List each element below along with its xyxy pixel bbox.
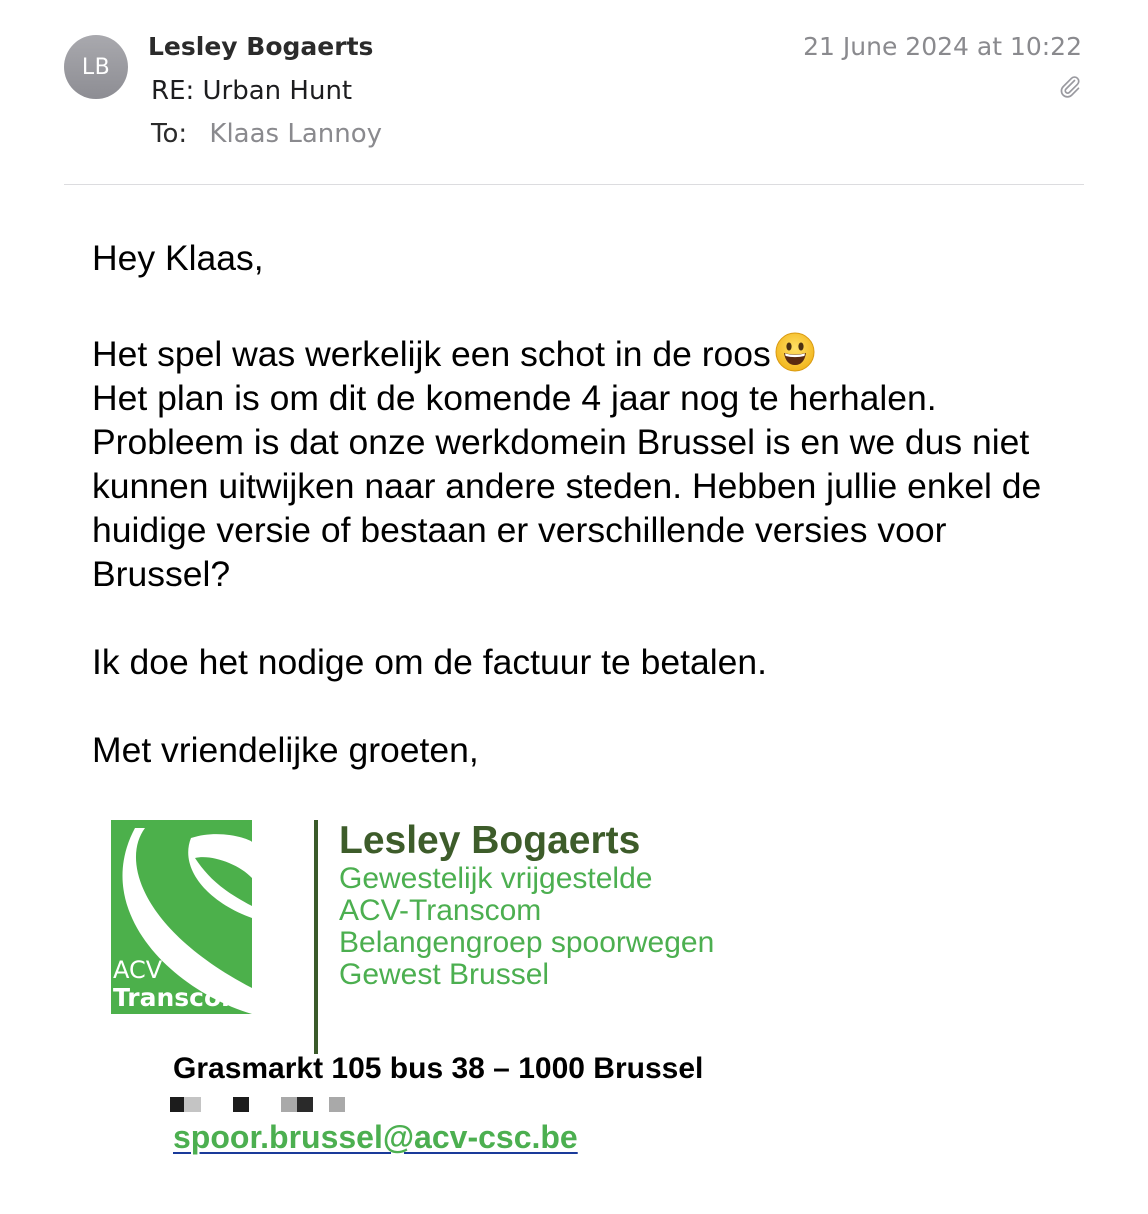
paragraph-invoice: Ik doe het nodige om de factuur te betalen. [92,642,767,682]
greeting: Hey Klaas, [92,238,264,278]
recipient-name[interactable]: Klaas Lannoy [209,119,383,149]
smiling-face-icon [775,332,815,372]
recipient-row [151,119,382,149]
email-subject: RE: Urban Hunt [151,76,353,106]
paperclip-icon[interactable] [1058,74,1082,100]
signature-email-link[interactable]: spoor.brussel@acv-csc.be [173,1119,578,1155]
email-body [92,236,1082,772]
header-divider [64,184,1084,185]
logo-text-transcom: Transcom [113,983,248,1012]
sender-name[interactable]: Lesley Bogaerts [148,32,374,61]
signature-bar [314,820,318,1054]
body-line-1 [92,332,1082,376]
redacted-phone [170,1097,360,1113]
signature-region: Gewest Brussel [339,958,550,991]
closing: Met vriendelijke groeten, [92,730,479,770]
body-line-1-text: Het spel was werkelijk een schot in de roos [92,334,771,374]
to-label: To: [151,119,188,149]
signature-department: Belangengroep spoorwegen [339,926,715,959]
signature-block [339,819,714,991]
logo-text-acv: ACV [113,956,163,984]
signature-name: Lesley Bogaerts [339,819,641,862]
logo-text [113,956,247,1012]
signature-organisation: ACV-Transcom [339,894,542,927]
signature-role: Gewestelijk vrijgestelde [339,862,653,895]
email-date: 21 June 2024 at 10:22 [803,32,1082,61]
signature-address: Grasmarkt 105 bus 38 – 1000 Brussel [173,1052,704,1085]
sender-avatar[interactable]: LB [64,35,128,99]
paragraph-plan: Het plan is om dit de komende 4 jaar nog te herhalen. Probleem is dat onze werkdomein Brussel is en we dus niet kunnen uitwijken naar andere steden. Hebben jullie enkel de huidige versie of bestaan er verschillende versies voor Brussel? [92,378,1042,594]
acv-transcom-logo [111,820,252,1014]
